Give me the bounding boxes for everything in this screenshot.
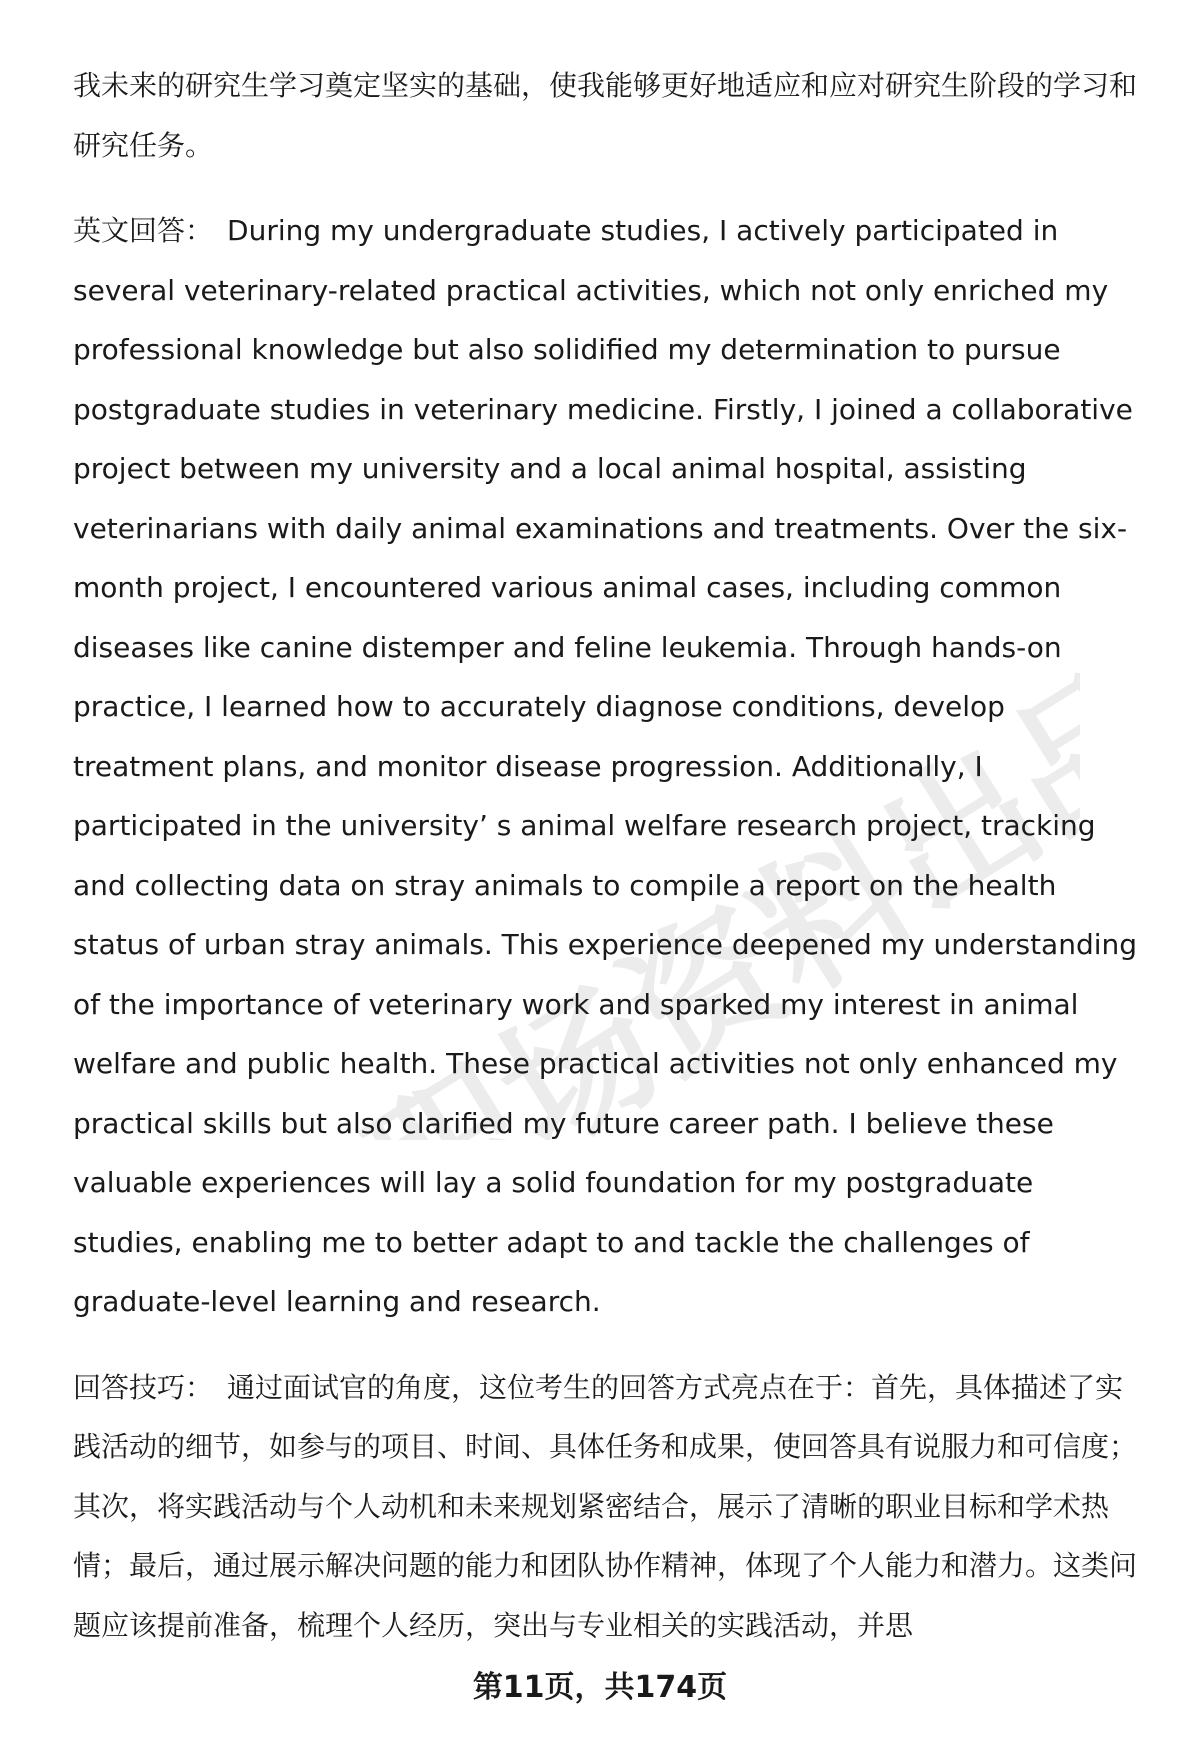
english-answer-text: During my undergraduate studies, I actively participated in several veterinary-related practical activities, which not only enriched my professional knowledge but also solidified my determination to pursue postgraduate studies in veterinary medicine. Firstly, I joined a collaborative project between my university and a local animal hospital, assisting veterinarians with daily animal examinations and treatments. Over the six-month project, I encountered various animal cases, including common diseases like canine distemper and feline leukemia. Through hands-on practice, I learned how to accurately diagnose conditions, develop treatment plans, and monitor disease progression. Additionally, I participated in the university’ s animal welfare research project, tracking and collecting data on stray animals to compile a report on the health status of urban stray animals. This experience deepened my understanding of the importance of veterinary work and sparked my interest in animal welfare and public health. These practical activities not only enhanced my practical skills but also clarified my future career path. I believe these valuable experiences will lay a solid foundation for my postgraduate studies, enabling me to better adapt to and tackle the challenges of graduate-level learning and research.: [73, 214, 1138, 1318]
page-footer: [0, 1668, 1200, 1708]
watermark-text: 职场资料出品: [342, 639, 1080, 1140]
answer-tips-label: 回答技巧：: [73, 1370, 214, 1404]
page-number: 第11页，共174页: [472, 1670, 728, 1705]
paragraph-continuation: [73, 56, 1143, 175]
continuation-text: 我未来的研究生学习奠定坚实的基础，使我能够更好地适应和应对研究生阶段的学习和研究任务。: [73, 69, 1138, 162]
paragraph-answer-tips: [73, 1358, 1143, 1656]
paragraph-english-answer: [73, 201, 1143, 1332]
document-body: [73, 56, 1143, 1655]
english-answer-label: 英文回答：: [73, 214, 214, 247]
answer-tips-text: 通过面试官的角度，这位考生的回答方式亮点在于：首先，具体描述了实践活动的细节，如参与的项目、时间、具体任务和成果，使回答具有说服力和可信度；其次，将实践活动与个人动机和未来规划紧密结合，展示了清晰的职业目标和学术热情；最后，通过展示解决问题的能力和团队协作精神，体现了个人能力和潜力。这类问题应该提前准备，梳理个人经历，突出与专业相关的实践活动，并思: [73, 1370, 1138, 1642]
